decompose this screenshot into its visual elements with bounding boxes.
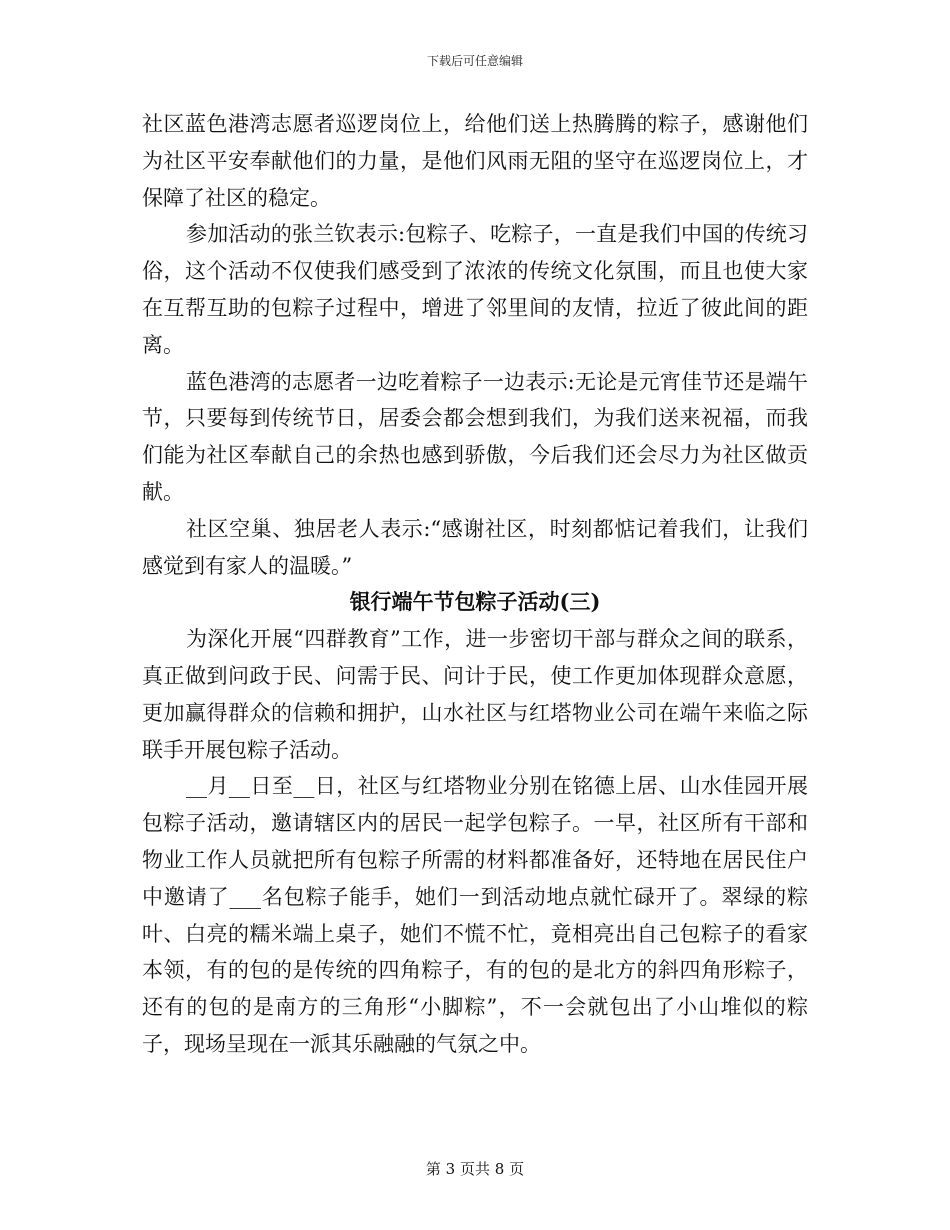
paragraph: 社区空巢、独居老人表示:“感谢社区，时刻都惦记着我们，让我们感觉到有家人的温暖。” <box>142 516 808 578</box>
paragraph: 为深化开展“四群教育”工作，进一步密切干部与群众之间的联系，真正做到问政于民、问需于民、问计于民，使工作更加体现群众意愿，更加赢得群众的信赖和拥护，山水社区与红塔物业公司在端午来临之际联手开展包粽子活动。 <box>142 627 808 762</box>
section-heading: 银行端午节包粽子活动(三) <box>349 589 601 615</box>
page-footer: 第 3 页共 8 页 <box>425 1160 525 1178</box>
paragraph: 参加活动的张兰钦表示:包粽子、吃粽子，一直是我们中国的传统习俗，这个活动不仅使我们感受到了浓浓的传统文化氛围，而且也使大家在互帮互助的包粽子过程中，增进了邻里间的友情，拉近了彼此间的距离。 <box>142 222 808 357</box>
paragraph: __月__日至__日，社区与红塔物业分别在铭德上居、山水佳园开展包粽子活动，邀请辖区内的居民一起学包粽子。一早，社区所有干部和物业工作人员就把所有包粽子所需的材料都准备好，还特地在居民住户中邀请了___名包粽子能手，她们一到活动地点就忙碌开了。翠绿的粽叶、白亮的糯米端上桌子，她们不慌不忙，竟相亮出自己包粽子的看家本领，有的包的是传统的四角粽子，有的包的是北方的斜四角形粽子，还有的包的是南方的三角形“小脚粽”，不一会就包出了小山堆似的粽子，现场呈现在一派其乐融融的气氛之中。 <box>142 774 808 1056</box>
paragraph-continued: 社区蓝色港湾志愿者巡逻岗位上，给他们送上热腾腾的粽子，感谢他们为社区平安奉献他们的力量，是他们风雨无阻的坚守在巡逻岗位上，才保障了社区的稳定。 <box>142 112 808 210</box>
page-header: 下载后可任意编辑 <box>426 54 523 68</box>
paragraph: 蓝色港湾的志愿者一边吃着粽子一边表示:无论是元宵佳节还是端午节，只要每到传统节日，居委会都会想到我们，为我们送来祝福，而我们能为社区奉献自己的余热也感到骄傲，今后我们还会尽力为社区做贡献。 <box>142 369 808 504</box>
document-body <box>142 106 808 1063</box>
